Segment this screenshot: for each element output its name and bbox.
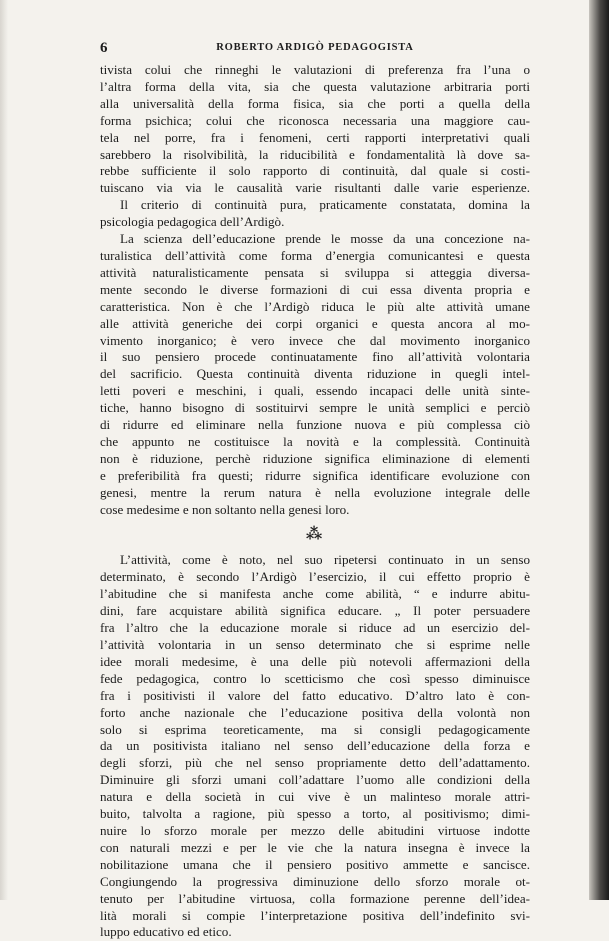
text-line: alle attività generiche dei corpi organici e questa ancora al mo-	[100, 315, 530, 331]
text-line: Il criterio di continuità pura, praticamente constatata, domina la	[120, 197, 530, 213]
running-title: ROBERTO ARDIGÒ PEDAGOGISTA	[216, 42, 414, 53]
text-line: degli sforzi, più che nel senso propriamente detto dell’adattamento.	[100, 755, 530, 771]
text-line: caratteristica. Non è che l’Ardigò riduca le più alte attività umane	[100, 298, 530, 314]
text-line: rebbe sufficiente il solo rapporto di continuità, dal quale si costi-	[100, 163, 530, 179]
text-line: forto anche nazionale che l’educazione positiva della volontà non	[100, 704, 530, 720]
text-line: l’altra forma della vita, sia che questa valutazione arbitraria porti	[100, 78, 530, 94]
text-line: alla universalità della forma fisica, sia che porti a quella della	[100, 95, 530, 111]
text-line: tela nel porre, fra i fenomeni, certi rapporti interpretativi quali	[100, 129, 530, 145]
text-line: nobilitazione umana che il pensiero positivo ammette e sancisce.	[100, 856, 530, 872]
text-line: mente secondo le diverse formazioni di cui essa diventa propria e	[100, 281, 530, 297]
text-line: di ridurre ed eliminare nella funzione nuova e più complessa ciò	[100, 417, 530, 433]
text-line: lità morali si compie l’interpretazione positiva dell’indefinito svi-	[100, 907, 530, 923]
text-line: il suo pensiero procede continuatamente fino all’attività volontaria	[100, 349, 530, 365]
text-line: tiche, hanno bisogno di sostituirvi sempre le unità semplici e perciò	[100, 400, 530, 416]
text-line: letti poveri e meschini, i quali, essendo incapaci delle unità sinte-	[100, 383, 530, 399]
text-line: fra l’altro che la educazione morale si riduce ad un esercizio del-	[100, 620, 530, 636]
text-line: e preferibilità fra questi; ridurre significa identificare evoluzione con	[100, 467, 530, 483]
text-line: dini, fare acquistare abilità significa educare. „ Il poter persuadere	[100, 603, 530, 619]
page-edge-right	[589, 0, 609, 900]
section-ornament: ⁂	[305, 526, 325, 544]
paragraph-2	[100, 197, 530, 231]
text-line: vimento inorganico; è vero invece che dal movimento inorganico	[100, 332, 530, 348]
paragraph-1	[100, 62, 530, 197]
text-line: La scienza dell’educazione prende le mosse da una concezione na-	[120, 231, 530, 247]
paragraph-3	[100, 231, 530, 518]
text-line: solo si esprima teoreticamente, ma si consigli pedagogicamente	[100, 721, 530, 737]
text-line: Diminuire gli sforzi umani coll’adattare l’uomo alle condizioni della	[100, 772, 530, 788]
text-line: Congiungendo la progressiva diminuzione dello sforzo morale ot-	[100, 873, 530, 889]
page-edge-left	[0, 0, 8, 900]
text-line: l’abitudine che si manifesta anche come abilità, “ e indurre abitu-	[100, 586, 530, 602]
text-line: del sacrificio. Questa continuità diventa riduzione in quegli intel-	[100, 366, 530, 382]
text-line: natura e della società in cui vive è un malinteso morale attri-	[100, 789, 530, 805]
text-line: luppo educativo ed etico.	[100, 924, 232, 940]
page-number: 6	[100, 40, 108, 56]
text-line: fra i positivisti il valore del fatto educativo. D’altro lato è con-	[100, 687, 530, 703]
text-line: L’attività, come è noto, nel suo ripetersi continuato in un senso	[120, 552, 530, 568]
text-line: turalistica dell’attività come forma d’energia comunicantesi e questa	[100, 247, 530, 263]
text-line: buito, talvolta a ragione, più spesso a torto, al positivismo; dimi-	[100, 806, 530, 822]
text-line: tivista colui che rinneghi le valutazioni di preferenza fra l’una o	[100, 62, 530, 77]
text-line: da un positivista italiano nel senso dell’educazione della forza e	[100, 738, 530, 754]
text-line: tenuto per l’abitudine virtuosa, colla formazione perenne dell’idea-	[100, 890, 530, 906]
text-line: sarebbero la risolvibilità, la riducibilità e fondamentalità là dove sa-	[100, 146, 530, 162]
text-line: forma psichica; colui che riconosca necessaria una maggiore cau-	[100, 112, 530, 128]
text-line: cose medesime e non soltanto nella genesi loro.	[100, 501, 350, 517]
page-body	[100, 62, 530, 941]
text-line: l’attività volontaria in un senso determinato che si esprime nelle	[100, 637, 530, 652]
text-line: psicologia pedagogica dell’Ardigò.	[100, 214, 285, 230]
text-line: fede pedagogica, contro lo scetticismo che così spesso diminuisce	[100, 670, 530, 686]
text-line: idee morali medesime, è una delle più notevoli affermazioni della	[100, 653, 530, 669]
text-line: non è riduzione, perchè riduzione significa eliminazione di elementi	[100, 450, 530, 466]
text-line: determinato, è secondo l’Ardigò l’esercizio, il cui effetto proprio è	[100, 569, 530, 585]
paragraph-4	[100, 552, 530, 941]
text-line: nuire lo sforzo morale per mezzo delle abitudini virtuose indotte	[100, 822, 530, 838]
text-line: tuiscano via via le causalità varie risultanti dalle varie esperienze.	[100, 180, 530, 196]
text-line: genesi, mentre la rerum natura è nella evoluzione integrale delle	[100, 484, 530, 500]
text-line: che appunto ne costituisce la novità e la complessità. Continuità	[100, 433, 530, 449]
page-header	[100, 40, 530, 58]
text-line: attività naturalisticamente pensata si sviluppa si atteggia diversa-	[100, 264, 530, 280]
text-line: con naturali mezzi e per le vie che la natura insegna è invece la	[100, 839, 530, 855]
